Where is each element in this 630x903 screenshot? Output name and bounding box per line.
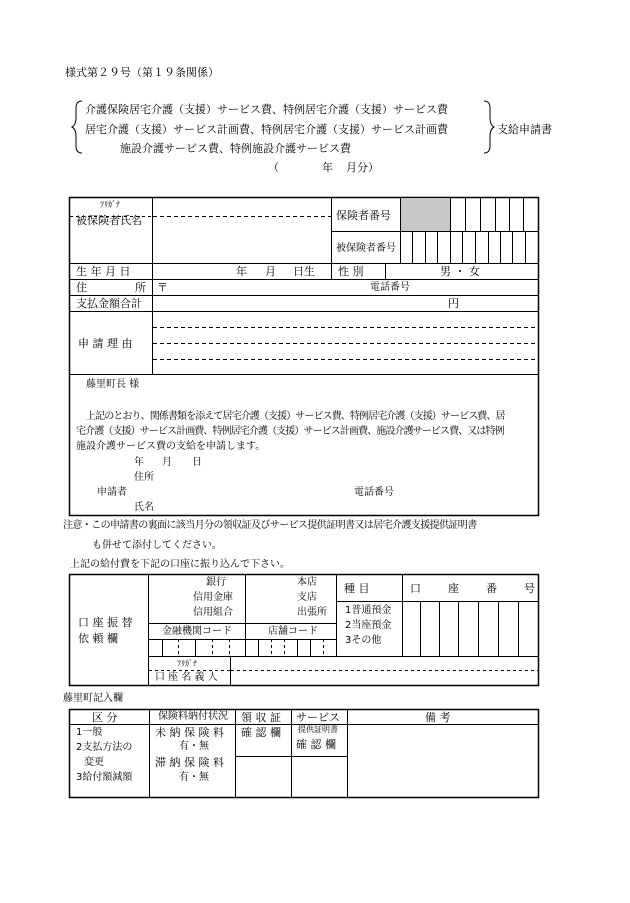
col-payment-status: 保険料納付状況 [158, 711, 228, 722]
branch-type-2[interactable]: 支店 [297, 592, 317, 603]
declaration-text-2: 宅介護（支援）サービス計画費、特例居宅介護（支援）サービス計画費、施設介護サービス費、又は特例 [76, 426, 504, 437]
addressee: 藤里町長 様 [86, 379, 140, 390]
applicant-name-label: 氏名 [134, 502, 154, 513]
bank-type-3[interactable]: 信用組合 [193, 607, 233, 618]
category-2: 2支払方法の [76, 742, 133, 753]
unpaid-options[interactable]: 有・無 [179, 741, 209, 752]
declaration-text-3: 施設介護サービス費の支給を申請します。 [76, 441, 266, 452]
note-2: も併せて添付してください。 [92, 540, 222, 551]
insured-name-label: 被保険者氏名 [76, 214, 142, 227]
dob-year: 年 [236, 265, 247, 278]
unpaid-label: 未 納 保 険 料 [155, 726, 224, 739]
insurer-number-label: 保険者番号 [336, 209, 391, 222]
applicant-phone-label: 電話番号 [354, 487, 394, 498]
applicant-address-label: 住所 [134, 472, 154, 483]
branch-code-label: 店舗コード [268, 626, 318, 637]
insured-number-label: 被保険者番号 [336, 243, 396, 254]
period-month: 月分） [346, 161, 379, 174]
bank-type-2[interactable]: 信用金庫 [193, 592, 233, 603]
date-month: 月 [162, 457, 172, 468]
account-holder-field[interactable] [231, 657, 538, 685]
overdue-options[interactable]: 有・無 [179, 772, 209, 783]
account-number-label: 口 座 番 号 [410, 582, 535, 595]
bank-section-label-2: 依 頼 欄 [78, 632, 118, 645]
category-3: 3給付額減額 [76, 772, 133, 783]
branch-type-1[interactable]: 本店 [297, 577, 317, 588]
account-type-1[interactable]: 1普通預金 [345, 605, 392, 616]
period-year: 年 [322, 161, 333, 174]
insurer-number-field[interactable] [451, 198, 538, 231]
col-remarks: 備 考 [425, 711, 451, 724]
account-holder-label: 口 座 名 義 人 [155, 672, 218, 683]
institution-code-label: 金融機関コード [162, 626, 232, 637]
transfer-instruction: 上記の給付費を下記の口座に振り込んで下さい。 [70, 559, 290, 570]
overdue-label: 滞 納 保 険 料 [155, 756, 224, 769]
sex-label: 性 別 [338, 265, 364, 278]
title-line-2: 居宅介護（支援）サービス計画費、特例居宅介護（支援）サービス計画費 [85, 123, 448, 136]
note-1: 注意・この申請書の裏面に該当月分の領収証及びサービス提供証明書又は居宅介護支援提供証明書 [63, 520, 477, 531]
col-service: サービス [296, 711, 340, 724]
category-1: 1一般 [76, 727, 103, 738]
date-year: 年 [134, 457, 144, 468]
reason-field[interactable] [153, 312, 538, 374]
insured-name-field[interactable] [153, 217, 331, 263]
sex-options[interactable]: 男 ・ 女 [440, 265, 480, 278]
period-open: （ [268, 161, 279, 174]
account-type-label: 種 目 [344, 582, 370, 595]
branch-type-3[interactable]: 出張所 [297, 607, 327, 618]
name-furigana-label: ﾌﾘｶﾞﾅ [100, 200, 120, 209]
col-category: 区 分 [92, 711, 118, 724]
address-label: 住 所 [76, 281, 146, 294]
form-number: 様式第２９号（第１９条関係） [65, 66, 219, 79]
yen-label: 円 [448, 297, 459, 310]
phone-label: 電話番号 [370, 282, 410, 293]
insured-number-field[interactable] [401, 232, 538, 263]
bank-section-label-1: 口 座 振 替 [78, 616, 133, 629]
col-service-3: 確 認 欄 [296, 738, 336, 751]
title-line-1: 介護保険居宅介護（支援）サービス費、特例居宅介護（支援）サービス費 [85, 103, 448, 116]
dob-day: 日生 [293, 265, 315, 278]
applicant-label: 申請者 [97, 487, 127, 498]
dob-month: 月 [265, 265, 276, 278]
col-receipt: 領 収 証 [241, 711, 281, 724]
holder-furigana-label: ﾌﾘｶﾞﾅ [177, 659, 197, 668]
declaration-text-1: 上記のとおり、関係書類を添えて居宅介護（支援）サービス費、特例居宅介護（支援）サービス費、居 [86, 411, 505, 422]
title-suffix: 支給申請書 [497, 123, 552, 136]
office-section-label: 藤里町記入欄 [63, 693, 123, 704]
payment-total-label: 支払金額合計 [76, 297, 142, 310]
date-day: 日 [192, 457, 202, 468]
postal-mark: 〒 [157, 281, 168, 294]
col-receipt-2: 確 認 欄 [241, 726, 281, 739]
col-service-2: 提供証明書 [298, 725, 338, 734]
category-2b: 変更 [84, 757, 104, 768]
account-type-2[interactable]: 2当座預金 [345, 620, 392, 631]
reason-label: 申 請 理 由 [78, 337, 133, 350]
bank-type-1[interactable]: 銀行 [206, 577, 226, 588]
title-line-3: 施設介護サービス費、特例施設介護サービス費 [120, 142, 351, 155]
account-type-3[interactable]: 3その他 [345, 635, 382, 646]
dob-label: 生 年 月 日 [76, 265, 131, 278]
